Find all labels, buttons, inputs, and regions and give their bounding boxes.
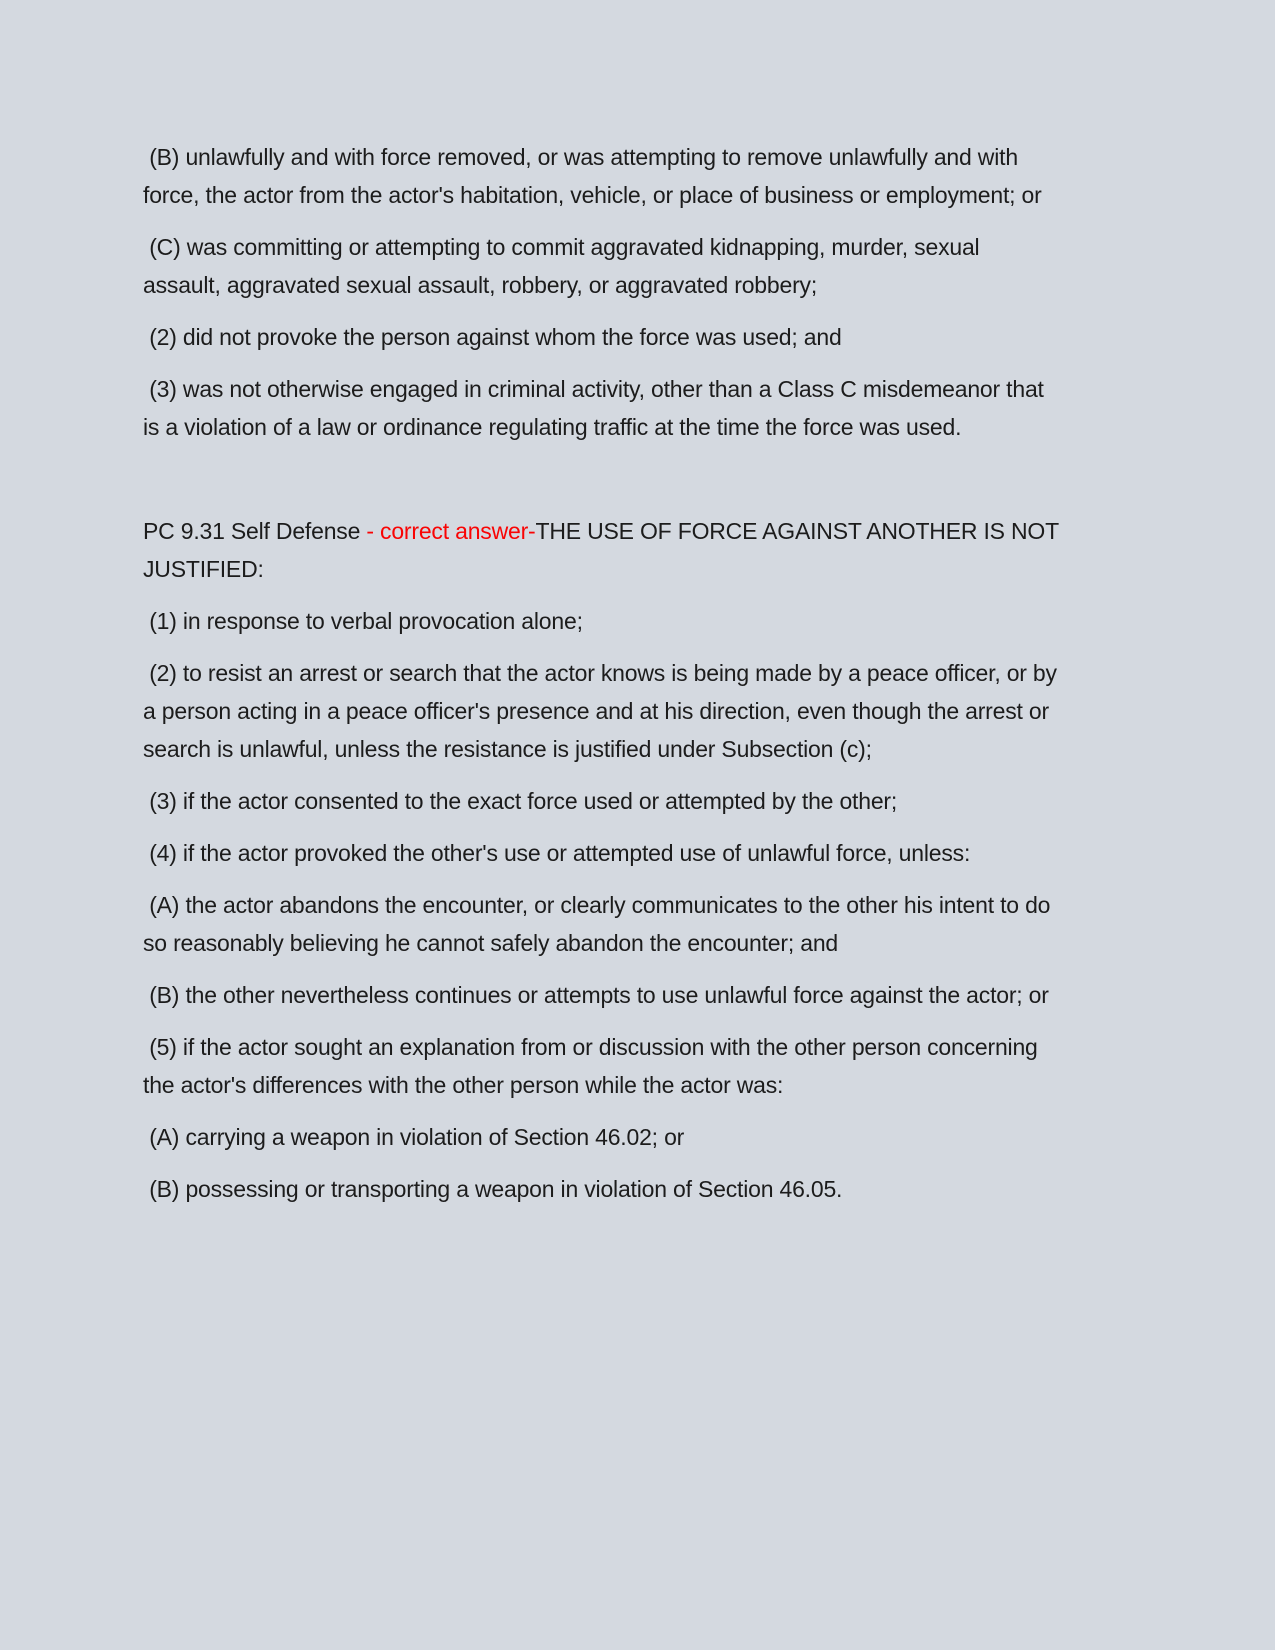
statute-paragraph: (A) carrying a weapon in violation of Section 46.02; or — [143, 1124, 685, 1150]
statute-paragraph: (B) unlawfully and with force removed, or was attempting to remove unlawfully and with force, the actor from the actor's habitation, vehicle, or place of business or employment; or — [143, 144, 1042, 208]
statute-text-block — [143, 138, 1063, 1208]
statute-paragraph: (2) did not provoke the person against whom the force was used; and — [143, 324, 842, 350]
statute-paragraph: (1) in response to verbal provocation alone; — [143, 608, 583, 634]
statute-paragraph: (2) to resist an arrest or search that the actor knows is being made by a peace officer, or by a person acting in a peace officer's presence and at his direction, even though the arrest or search is unlawful, unless the resistance is justified under Subsection (c); — [143, 660, 1064, 762]
statute-paragraph: (B) possessing or transporting a weapon in violation of Section 46.05. — [143, 1176, 843, 1202]
statute-paragraph: (5) if the actor sought an explanation from or discussion with the other person concerning the actor's differences with the other person while the actor was: — [143, 1034, 1044, 1098]
section-gap — [143, 460, 1063, 512]
correct-answer-marker: - correct answer- — [366, 518, 536, 544]
statute-paragraph: (B) the other nevertheless continues or attempts to use unlawful force against the actor; or — [143, 982, 1049, 1008]
statute-title: PC 9.31 Self Defense — [143, 518, 367, 544]
statute-heading — [143, 512, 1063, 588]
statute-paragraph: (4) if the actor provoked the other's use or attempted use of unlawful force, unless: — [143, 840, 971, 866]
statute-paragraph: (A) the actor abandons the encounter, or clearly communicates to the other his intent to do so reasonably believing he cannot safely abandon the encounter; and — [143, 892, 1057, 956]
statute-paragraph: (C) was committing or attempting to commit aggravated kidnapping, murder, sexual assault, aggravated sexual assault, robbery, or aggravated robbery; — [143, 234, 986, 298]
statute-paragraph: (3) if the actor consented to the exact force used or attempted by the other; — [143, 788, 898, 814]
statute-heading-text: THE USE OF FORCE AGAINST ANOTHER IS NOT JUSTIFIED: — [143, 518, 1065, 582]
statute-paragraph: (3) was not otherwise engaged in criminal activity, other than a Class C misdemeanor that is a violation of a law or ordinance regulating traffic at the time the force was used. — [143, 376, 1050, 440]
